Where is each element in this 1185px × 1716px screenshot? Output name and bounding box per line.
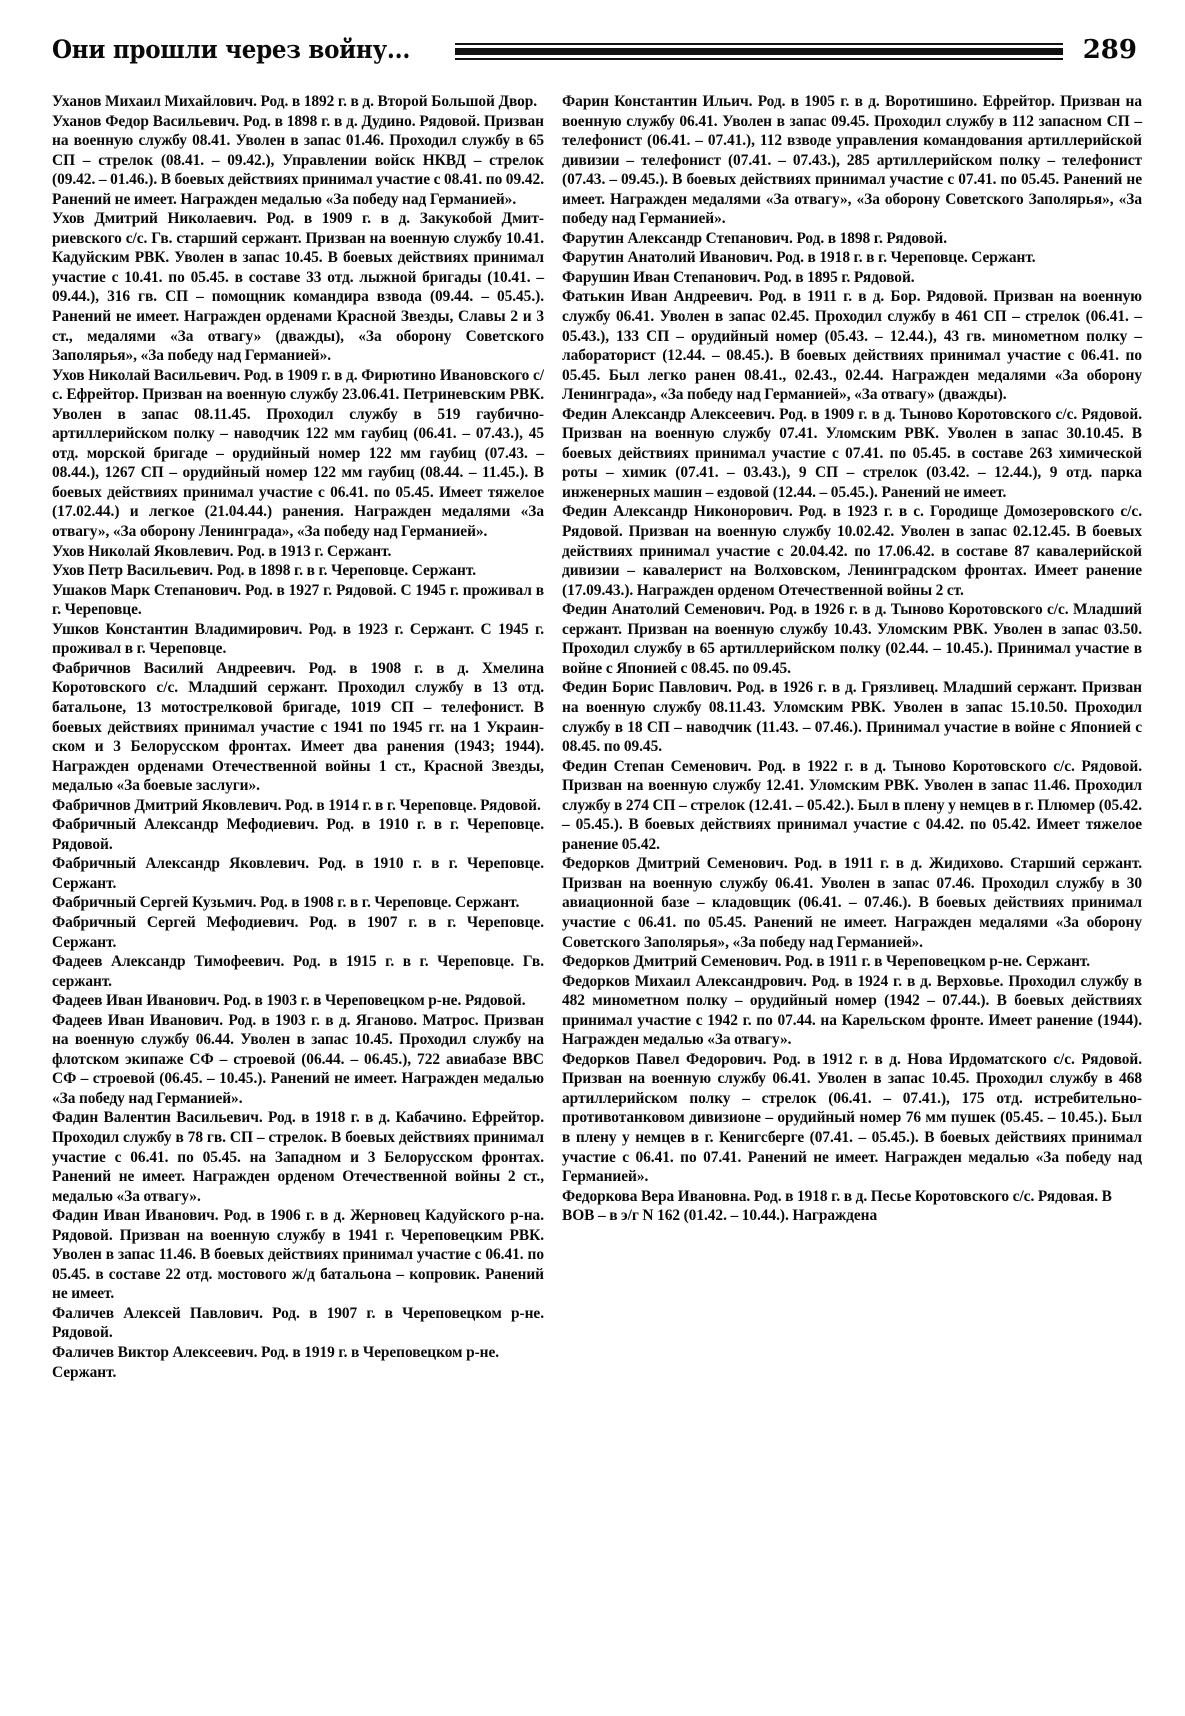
header-rule-thick: [455, 48, 1062, 55]
biography-entry: Ушаков Марк Степанович. Род. в 1927 г. Рядовой. С 1945 г. проживал в г. Череповце.: [52, 581, 544, 619]
biography-entry: Ухов Дмитрий Николаевич. Род. в 1909 г. в д. Закукобой Дмитриевского с/с. Гв. старший сержант. Призван на военную службу 10.41. Кадуйским РВК. Уволен в запас 10.45. В боевых действиях принимал участие с 10.41. по 05.45. в составе 33 отд. лыжной бригады (10.41. – 09.44.), 316 гв. СП – помощник командира взвода (09.44. – 05.45.). Ранений не имеет. Награжден орденами Красной Звезды, Славы 2 и 3 ст., медалями «За отвагу» (дважды), «За оборону Советского Заполярья», «За победу над Германией».: [52, 210, 544, 365]
biography-entry: Фарутин Анатолий Иванович. Род. в 1918 г. в г. Череповце. Сержант.: [562, 249, 1036, 267]
biography-entry: Фаличев Алексей Павлович. Род. в 1907 г. в Череповецком р-не. Рядовой.: [52, 1304, 544, 1342]
biography-entry: Федоркова Вера Ивановна. Род. в 1918 г. в д. Песье Коротовского с/с. Рядовая. В ВОВ – в э/г N 162 (01.42. – 10.44.). Награждена: [562, 1187, 1112, 1225]
biography-entry: Федин Борис Павлович. Род. в 1926 г. в д. Грязливец. Младший сержант. Призван на военную службу 08.11.43. Уломским РВК. Уволен в запас 15.10.50. Проходил службу в 18 СП – наводчик (11.43. – 07.46.). Принимал участие в войне с Японией с 08.45. по 09.45.: [562, 679, 1142, 756]
biography-entry: Федорков Михаил Александрович. Род. в 1924 г. в д. Верховье. Проходил службу в 482 минометном полку – орудийный номер (1942 – 07.44.). В боевых действиях принимал участие с 1942 г. по 07.44. на Карельском фронте. Имеет ранение (1944). Награжден медалью «За отвагу».: [562, 972, 1142, 1049]
biography-entry: Ухов Николай Яковлевич. Род. в 1913 г. Сержант.: [52, 542, 392, 560]
biography-entry: Уханов Михаил Михайлович. Род. в 1892 г. в д. Второй Большой Двор.: [52, 93, 538, 110]
biography-entry: Фабричный Александр Мефодиевич. Род. в 1910 г. в г. Череповце. Рядовой.: [52, 816, 544, 853]
running-head-title: Они прошли через войну...: [52, 34, 411, 64]
biography-entry: Фарин Константин Ильич. Род. в 1905 г. в д. Воротишино. Ефрейтор. Призван на военную службу 06.41. Уволен в запас 09.45. Проходил службу в 112 запасном СП – телефонист (06.41. – 07.41.), 112 взводе управления командования артиллерийской дивизии – телефонист (07.41. – 07.43.), 285 артиллерийском полку – телефонист (07.43. – 09.45.). В боевых действиях принимал участие с 07.41. по 05.45. Ранений не имеет. Награжден медалями «За отвагу», «За оборону Советского Заполярья», «За победу над Германией».: [562, 93, 1142, 228]
biography-entry: Фабричнов Василий Андреевич. Род. в 1908 г. в д. Хмелина Коротовского с/с. Младший сержант. Проходил службу в 13 отд. батальоне, 13 мотострелковой бригаде, 1019 СП – телефонист. В боевых действиях принимал участие с 1941 по 1945 гг. на 1 Украинском и 3 Белорусском фронтах. Имеет два ранения (1943; 1944). Награжден орденами Отечественной войны 1 ст., Красной Звезды, медалью «За боевые заслуги».: [52, 659, 544, 795]
biography-entry: Ушков Константин Владимирович. Род. в 1923 г. Сержант. С 1945 г. проживал в г. Череповце.: [52, 620, 544, 658]
biography-entry: Федин Анатолий Семенович. Род. в 1926 г. в д. Тыново Коротовского с/с. Младший сержант. Призван на военную службу 10.43. Уломским РВК. Уволен в запас 03.50. Проходил службу в 65 артиллерийском полку (02.44. – 10.45.). Принимал участие в войне с Японией с 08.45. по 09.45.: [562, 601, 1142, 677]
right-text-column: [562, 92, 1142, 1382]
biography-entry: Фарутин Александр Степанович. Род. в 1898 г. Рядовой.: [562, 229, 948, 247]
biography-entry: Фатькин Иван Андреевич. Род. в 1911 г. в д. Бор. Рядовой. Призван на военную службу 06.41. Уволен в запас 02.45. Проходил службу в 461 СП – стрелок (06.41. – 05.43.), 133 СП – орудийный номер (05.43. – 12.44.), 43 гв. минометном полку – лабораторист (12.44. – 08.45.). В боевых действиях принимал участие с 06.41. по 05.45. Был легко ранен 08.41., 02.43., 02.44. Награжден медалями «За оборону Ленинграда», «За победу над Германией», «За отвагу» (дважды).: [562, 288, 1142, 404]
page-columns: [52, 92, 1142, 1382]
left-text-column: [52, 92, 544, 1382]
biography-entry: Федин Александр Никонорович. Род. в 1923 г. в с. Городище Домозеровского с/с. Рядовой. Призван на военную службу 10.02.42. Уволен в запас 02.12.45. В боевых действиях принимал участие с 20.04.42. по 17.06.42. в составе 87 кавалерийской дивизии – кавалерист на Волховском, Ленинградском фронтах. Имеет ранение (17.09.43.). Награжден орденом Отечественной войны 2 ст.: [562, 503, 1142, 599]
header-rule-thin-top: [455, 43, 1062, 45]
biography-entry: Федорков Павел Федорович. Род. в 1912 г. в д. Нова Ирдоматского с/с. Рядовой. Призван на военную службу 06.41. Уволен в запас 10.45. Проходил службу в 468 артиллерийском полку – стрелок (06.41. – 07.41.), 175 отд. истребительно-противотанковом дивизионе – орудийный номер 76 мм пушек (05.45. – 10.45.). Был в плену у немцев в г. Кенигсберге (07.41. – 05.45.). В боевых действиях принимал участие с 06.41. по 07.41. Ранений не имеет. Награжден медалью «За победу над Германией».: [562, 1050, 1142, 1186]
biography-entry: Фарушин Иван Степанович. Род. в 1895 г. Рядовой.: [562, 268, 915, 286]
biography-entry: Фадеев Иван Иванович. Род. в 1903 г. в Череповецком р-не. Рядовой.: [52, 992, 526, 1010]
biography-entry: Фадеев Иван Иванович. Род. в 1903 г. в д. Яганово. Матрос. Призван на военную службу 06.44. Уволен в запас 10.45. Проходил службу на флотском экипаже СФ – строевой (06.44. – 06.45.), 722 авиабазе ВВС СФ – строевой (06.45. – 10.45.). Ранений не имеет. Награжден медалью «За победу над Германией».: [52, 1011, 544, 1107]
biography-entry: Фабричный Сергей Мефодиевич. Род. в 1907 г. в г. Череповце. Сержант.: [52, 913, 544, 951]
header-rule-thin-bottom: [455, 58, 1062, 60]
biography-entry: Федин Александр Алексеевич. Род. в 1909 г. в д. Тыново Коротовского с/с. Рядовой. Призван на военную службу 07.41. Уломским РВК. Уволен в запас 30.10.45. В боевых действиях принимал участие с 07.41. по 05.45. в составе 263 химической роты – химик (07.41. – 03.43.), 9 СП – стрелок (03.42. – 12.44.), 9 отд. парка инженерных машин – ездовой (12.44. – 05.45.). Ранений не имеет.: [562, 405, 1142, 501]
page-number: 289: [1082, 35, 1137, 65]
running-head: [52, 28, 1137, 70]
header-rule-ornament: [455, 39, 1062, 60]
biography-entry: Фадеев Александр Тимофеевич. Род. в 1915 г. в г. Череповце. Гв. сержант.: [52, 953, 544, 990]
biography-entry: Ухов Николай Васильевич. Род. в 1909 г. в д. Фирютино Ивановского с/с. Ефрейтор. Призван на военную службу 23.06.41. Петриневским РВК. Уволен в запас 08.11.45. Проходил службу в 519 гаубично-артиллерийском полку – наводчик 122 мм гаубиц (06.41. – 07.43.), 45 отд. морской бригаде – орудийный номер 122 мм гаубиц (07.43. – 08.44.), 1267 СП – орудийный номер 122 мм гаубиц (08.44. – 11.45.). В боевых действиях принимал участие с 06.41. по 05.45. Имеет тяжелое (17.02.44.) и легкое (21.04.44.) ранения. Награжден медалями «За отвагу», «За оборону Ленинграда», «За победу над Германией».: [52, 366, 544, 541]
biography-entry: Ухов Петр Васильевич. Род. в 1898 г. в г. Череповце. Сержант.: [52, 562, 476, 580]
biography-entry: Фадин Иван Иванович. Род. в 1906 г. в д. Жерновец Кадуйского р-на. Рядовой. Призван на военную службу в 1941 г. Череповецким РВК. Уволен в запас 11.46. В боевых действиях принимал участие с 06.41. по 05.45. в составе 22 отд. мостового ж/д батальона – копровик. Ранений не имеет.: [52, 1207, 544, 1303]
biography-entry: Фадин Валентин Васильевич. Род. в 1918 г. в д. Кабачино. Ефрейтор. Проходил службу в 78 гв. СП – стрелок. В боевых действиях принимал участие с 06.41. по 05.45. на Западном и 3 Белорусском фронтах. Ранений не имеет. Награжден орденом Отечественной войны 2 ст., медалью «За отвагу».: [52, 1109, 544, 1205]
biography-entry: Федорков Дмитрий Семенович. Род. в 1911 г. в д. Жидихово. Старший сержант. Призван на военную службу 06.41. Уволен в запас 07.46. Проходил службу в 30 авиационной базе – кладовщик (06.41. – 07.46.). В боевых действиях принимал участие с 06.41. по 05.45. Ранений не имеет. Награжден медалями «За оборону Советского Заполярья», «За победу над Германией».: [562, 855, 1142, 951]
biography-entry: Уханов Федор Васильевич. Род. в 1898 г. в д. Дудино. Рядовой. Призван на военную службу 08.41. Уволен в запас 01.46. Проходил службу в 65 СП – стрелок (08.41. – 09.42.), Управлении войск НКВД – стрелок (09.42. – 01.46.). В боевых действиях принимал участие с 08.41. по 09.42. Ранений не имеет. Награжден медалью «За победу над Германией».: [52, 112, 544, 208]
biography-entry: Фабричнов Дмитрий Яковлевич. Род. в 1914 г. в г. Череповце. Рядовой.: [52, 796, 541, 814]
biography-entry: Федорков Дмитрий Семенович. Род. в 1911 г. в Череповецком р-не. Сержант.: [562, 953, 1091, 971]
biography-entry: Фабричный Сергей Кузьмич. Род. в 1908 г. в г. Череповце. Сержант.: [52, 894, 520, 912]
biography-entry: Фаличев Виктор Алексеевич. Род. в 1919 г. в Череповецком р-не. Сержант.: [52, 1344, 500, 1381]
biography-entry: Фабричный Александр Яковлевич. Род. в 1910 г. в г. Череповце. Сержант.: [52, 855, 544, 892]
biography-entry: Федин Степан Семенович. Род. в 1922 г. в д. Тыново Коротовского с/с. Рядовой. Призван на военную службу 12.41. Уломским РВК. Уволен в запас 11.46. Проходил службу в 274 СП – стрелок (12.41. – 05.42.). Был в плену у немцев в г. Плюмер (05.42. – 05.45.). В боевых действиях принимал участие с 04.42. по 05.42. Имеет тяжелое ранение 05.42.: [562, 757, 1142, 853]
